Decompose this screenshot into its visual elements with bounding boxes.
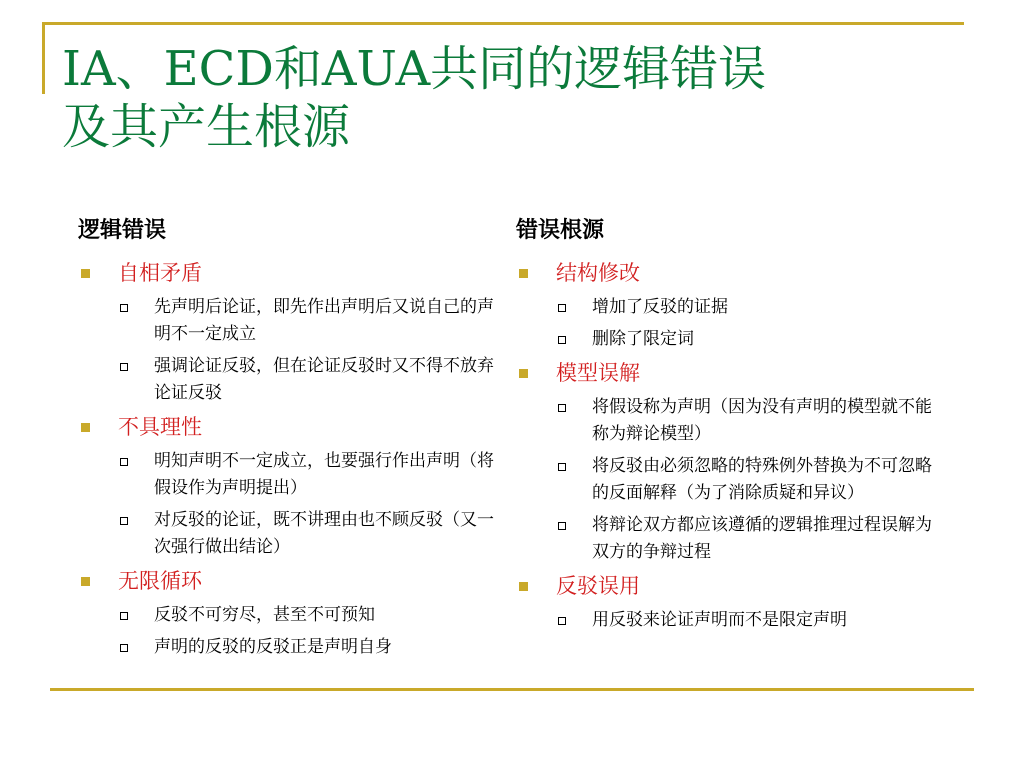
sub-bullet-item (556, 294, 946, 321)
sub-bullet-text: 增加了反驳的证据 (592, 297, 728, 317)
bullet-label: 模型误解 (556, 361, 640, 385)
sub-bullet-text: 明知声明不一定成立，也要强行作出声明（将假设作为声明提出） (154, 451, 494, 498)
bullet-label: 自相矛盾 (118, 261, 202, 285)
slide-title (62, 40, 962, 156)
bullet-item (78, 258, 498, 288)
hollow-square-bullet-icon (120, 363, 128, 371)
square-bullet-icon (519, 269, 528, 278)
bullet-label: 反驳误用 (556, 574, 640, 598)
bullet-label: 不具理性 (118, 415, 202, 439)
sub-bullet-text: 声明的反驳的反驳正是声明自身 (154, 637, 392, 657)
sub-bullet-text: 将辩论双方都应该遵循的逻辑推理过程误解为双方的争辩过程 (592, 515, 932, 562)
sub-bullet-item (118, 448, 498, 502)
bullet-label: 结构修改 (556, 261, 640, 285)
sub-bullet-item (556, 512, 946, 566)
sub-bullet-item (556, 326, 946, 353)
title-line-1: IA、ECD和AUA共同的逻辑错误 (62, 41, 767, 97)
bullet-label: 无限循环 (118, 569, 202, 593)
hollow-square-bullet-icon (120, 612, 128, 620)
hollow-square-bullet-icon (558, 522, 566, 530)
left-column (78, 258, 498, 666)
square-bullet-icon (519, 369, 528, 378)
bullet-item (516, 358, 946, 388)
sub-bullet-text: 删除了限定词 (592, 329, 694, 349)
hollow-square-bullet-icon (558, 404, 566, 412)
bottom-rule (50, 688, 974, 691)
sub-bullet-item (118, 634, 498, 661)
sub-bullet-item (118, 507, 498, 561)
square-bullet-icon (81, 423, 90, 432)
sub-bullet-text: 先声明后论证，即先作出声明后又说自己的声明不一定成立 (154, 297, 494, 344)
hollow-square-bullet-icon (558, 463, 566, 471)
sub-bullet-text: 用反驳来论证声明而不是限定声明 (592, 610, 847, 630)
bullet-item (78, 566, 498, 596)
sub-bullet-item (118, 353, 498, 407)
bullet-item (516, 571, 946, 601)
hollow-square-bullet-icon (558, 617, 566, 625)
hollow-square-bullet-icon (120, 458, 128, 466)
sub-bullet-text: 将反驳由必须忽略的特殊例外替换为不可忽略的反面解释（为了消除质疑和异议） (592, 456, 932, 503)
left-rule (42, 22, 45, 94)
title-line-2: 及其产生根源 (62, 99, 351, 155)
hollow-square-bullet-icon (120, 644, 128, 652)
sub-bullet-text: 反驳不可穷尽，甚至不可预知 (154, 605, 375, 625)
left-column-heading: 逻辑错误 (78, 218, 167, 243)
top-rule (42, 22, 964, 25)
hollow-square-bullet-icon (558, 336, 566, 344)
right-column-heading: 错误根源 (516, 218, 605, 243)
hollow-square-bullet-icon (558, 304, 566, 312)
square-bullet-icon (81, 269, 90, 278)
right-column (516, 258, 946, 639)
square-bullet-icon (519, 582, 528, 591)
sub-bullet-item (118, 294, 498, 348)
sub-bullet-text: 强调论证反驳，但在论证反驳时又不得不放弃论证反驳 (154, 356, 494, 403)
hollow-square-bullet-icon (120, 304, 128, 312)
sub-bullet-item (118, 602, 498, 629)
sub-bullet-item (556, 607, 946, 634)
sub-bullet-item (556, 453, 946, 507)
sub-bullet-item (556, 394, 946, 448)
bullet-item (78, 412, 498, 442)
hollow-square-bullet-icon (120, 517, 128, 525)
sub-bullet-text: 将假设称为声明（因为没有声明的模型就不能称为辩论模型） (592, 397, 932, 444)
bullet-item (516, 258, 946, 288)
square-bullet-icon (81, 577, 90, 586)
sub-bullet-text: 对反驳的论证，既不讲理由也不顾反驳（又一次强行做出结论） (154, 510, 494, 557)
